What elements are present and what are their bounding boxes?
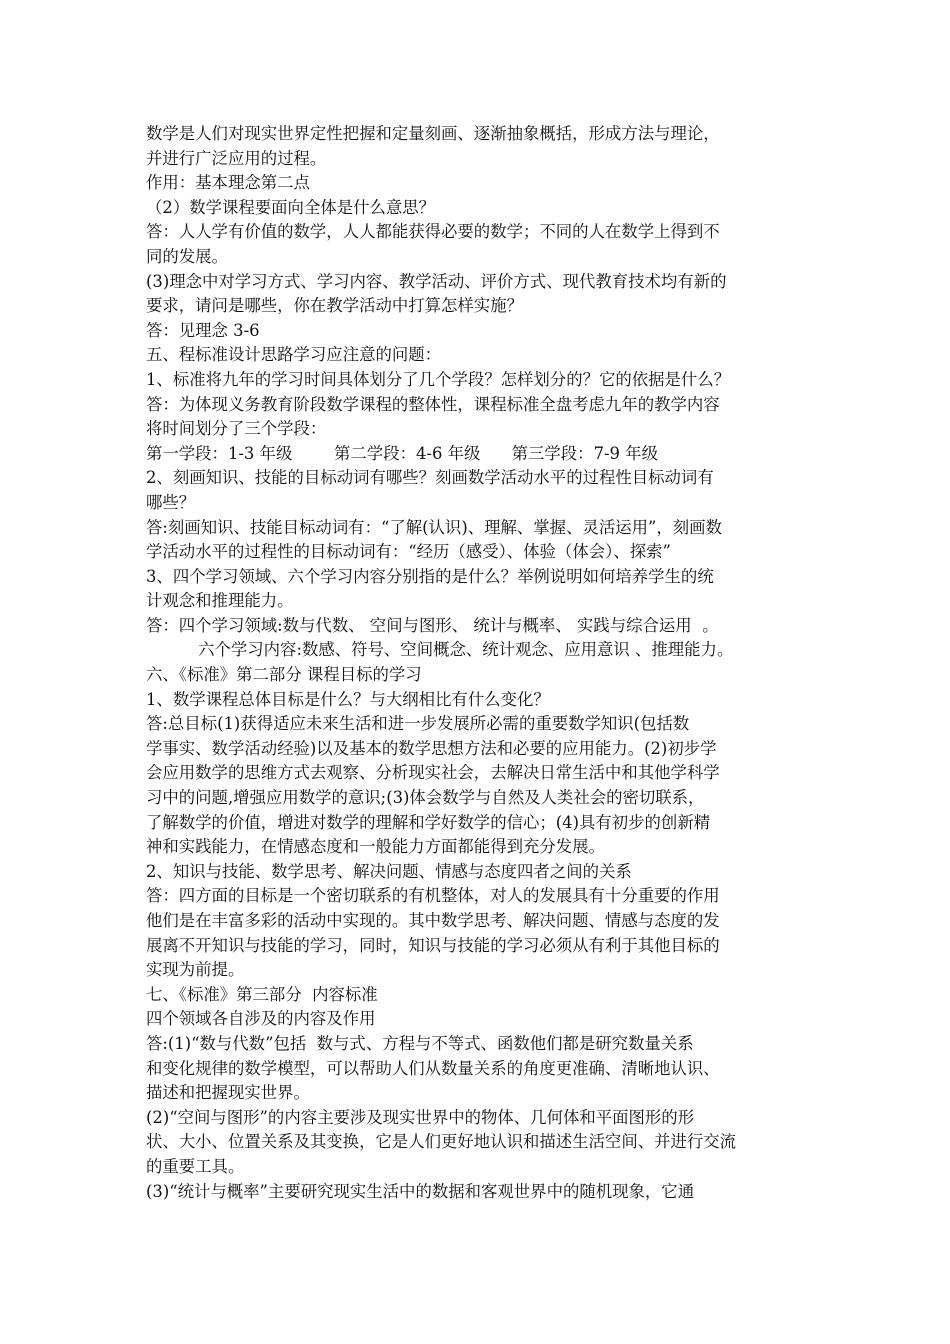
text-line-42: 状、大小、位置关系及其变换，它是人们更好地认识和描述生活空间、并进行交流: [146, 1132, 737, 1152]
text-line-39: 和变化规律的数学模型，可以帮助人们从数量关系的角度更准确、清晰地认识、: [146, 1058, 720, 1078]
text-line-30: 神和实践能力，在情感态度和一般能力方面都能得到充分发展。: [146, 837, 605, 857]
text-line-16: 哪些？: [146, 492, 196, 512]
text-line-32: 答：四方面的目标是一个密切联系的有机整体，对人的发展具有十分重要的作用: [146, 886, 720, 906]
text-line-19: 3、四个学习领域、六个学习内容分别指的是什么？举例说明如何培养学生的统: [146, 566, 714, 586]
text-line-17: 答:刻画知识、技能目标动词有：“了解(认识)、理解、掌握、灵活运用”，刻画数: [146, 517, 722, 537]
text-line-4: （2）数学课程要面向全体是什么意思？: [146, 197, 436, 217]
text-line-3: 作用：基本理念第二点: [146, 173, 310, 193]
text-line-1: 数学是人们对现实世界定性把握和定量刻画、逐渐抽象概括，形成方法与理论，: [146, 124, 720, 143]
text-line-25: 答:总目标(1)获得适应未来生活和进一步发展所必需的重要数学知识(包括数: [146, 714, 690, 734]
text-line-43: 的重要工具。: [146, 1156, 245, 1176]
text-line-34: 展离不开知识与技能的学习，同时，知识与技能的学习必须从有利于其他目标的: [146, 935, 720, 955]
text-line-6: 同的发展。: [146, 246, 228, 266]
text-line-33: 他们是在丰富多彩的活动中实现的。其中数学思考、解决问题、情感与态度的发: [146, 911, 720, 930]
text-line-23: 六、《标准》第二部分 课程目标的学习: [146, 665, 422, 685]
text-line-27: 会应用数学的思维方式去观察、分析现实社会，去解决日常生活中和其他学科学: [146, 763, 720, 783]
text-line-18: 学活动水平的过程性的目标动词有：“经历（感受）、体验（体会）、探索”: [146, 542, 671, 562]
text-line-13: 将时间划分了三个学段：: [146, 419, 327, 439]
text-line-8: 要求，请问是哪些，你在教学活动中打算怎样实施？: [146, 296, 523, 316]
text-line-41: (2)“空间与图形”的内容主要涉及现实世界中的物体、几何体和平面图形的形: [146, 1107, 695, 1127]
text-line-10: 五、程标准设计思路学习应注意的问题：: [146, 345, 442, 365]
text-line-38: 答:(1)“数与代数”包括 数与式、方程与不等式、函数他们都是研究数量关系: [146, 1033, 694, 1053]
text-line-44: (3)“统计与概率”主要研究现实生活中的数据和客观世界中的随机现象，它通: [146, 1181, 695, 1201]
text-line-36: 七、《标准》第三部分 内容标准: [146, 984, 378, 1004]
text-line-28: 习中的问题,增强应用数学的意识;(3)体会数学与自然及人类社会的密切联系，: [146, 788, 705, 808]
text-line-40: 描述和把握现实世界。: [146, 1083, 310, 1103]
text-line-31: 2、知识与技能、数学思考、解决问题、情感与态度四者之间的关系: [146, 861, 632, 881]
text-line-9: 答：见理念 3-6: [146, 320, 260, 340]
text-line-24: 1、数学课程总体目标是什么？与大纲相比有什么变化？: [146, 689, 550, 709]
text-line-21: 答：四个学习领域:数与代数、 空间与图形、 统计与概率、 实践与综合运用 。: [146, 615, 719, 635]
text-line-14: 第一学段：1-3 年级 第二学段：4-6 年级 第三学段：7-9 年级: [146, 443, 658, 463]
text-line-12: 答：为体现义务教育阶段数学课程的整体性，课程标准全盘考虑九年的教学内容: [146, 394, 720, 414]
text-line-35: 实现为前提。: [146, 960, 245, 980]
text-line-2: 并进行广泛应用的过程。: [146, 148, 327, 168]
text-line-37: 四个领域各自涉及的内容及作用: [146, 1009, 376, 1029]
text-line-20: 计观念和推理能力。: [146, 591, 294, 611]
text-line-5: 答：人人学有价值的数学，人人都能获得必要的数学；不同的人在数学上得到不: [146, 222, 720, 242]
text-line-26: 学事实、数学活动经验)以及基本的数学思想方法和必要的应用能力。(2)初步学: [146, 738, 717, 758]
text-line-15: 2、刻画知识、技能的目标动词有哪些？刻画数学活动水平的过程性目标动词有: [146, 468, 714, 488]
text-line-7: (3)理念中对学习方式、学习内容、教学活动、评价方式、现代教育技术均有新的: [146, 271, 727, 291]
text-line-29: 了解数学的价值，增进对数学的理解和学好数学的信心；(4)具有初步的创新精: [146, 812, 711, 832]
text-line-11: 1、标准将九年的学习时间具体划分了几个学段？怎样划分的？它的依据是什么？: [146, 369, 731, 389]
text-line-22: 六个学习内容:数感、符号、空间概念、统计观念、应用意识 、推理能力。: [146, 640, 734, 660]
document-page: [146, 122, 826, 1204]
